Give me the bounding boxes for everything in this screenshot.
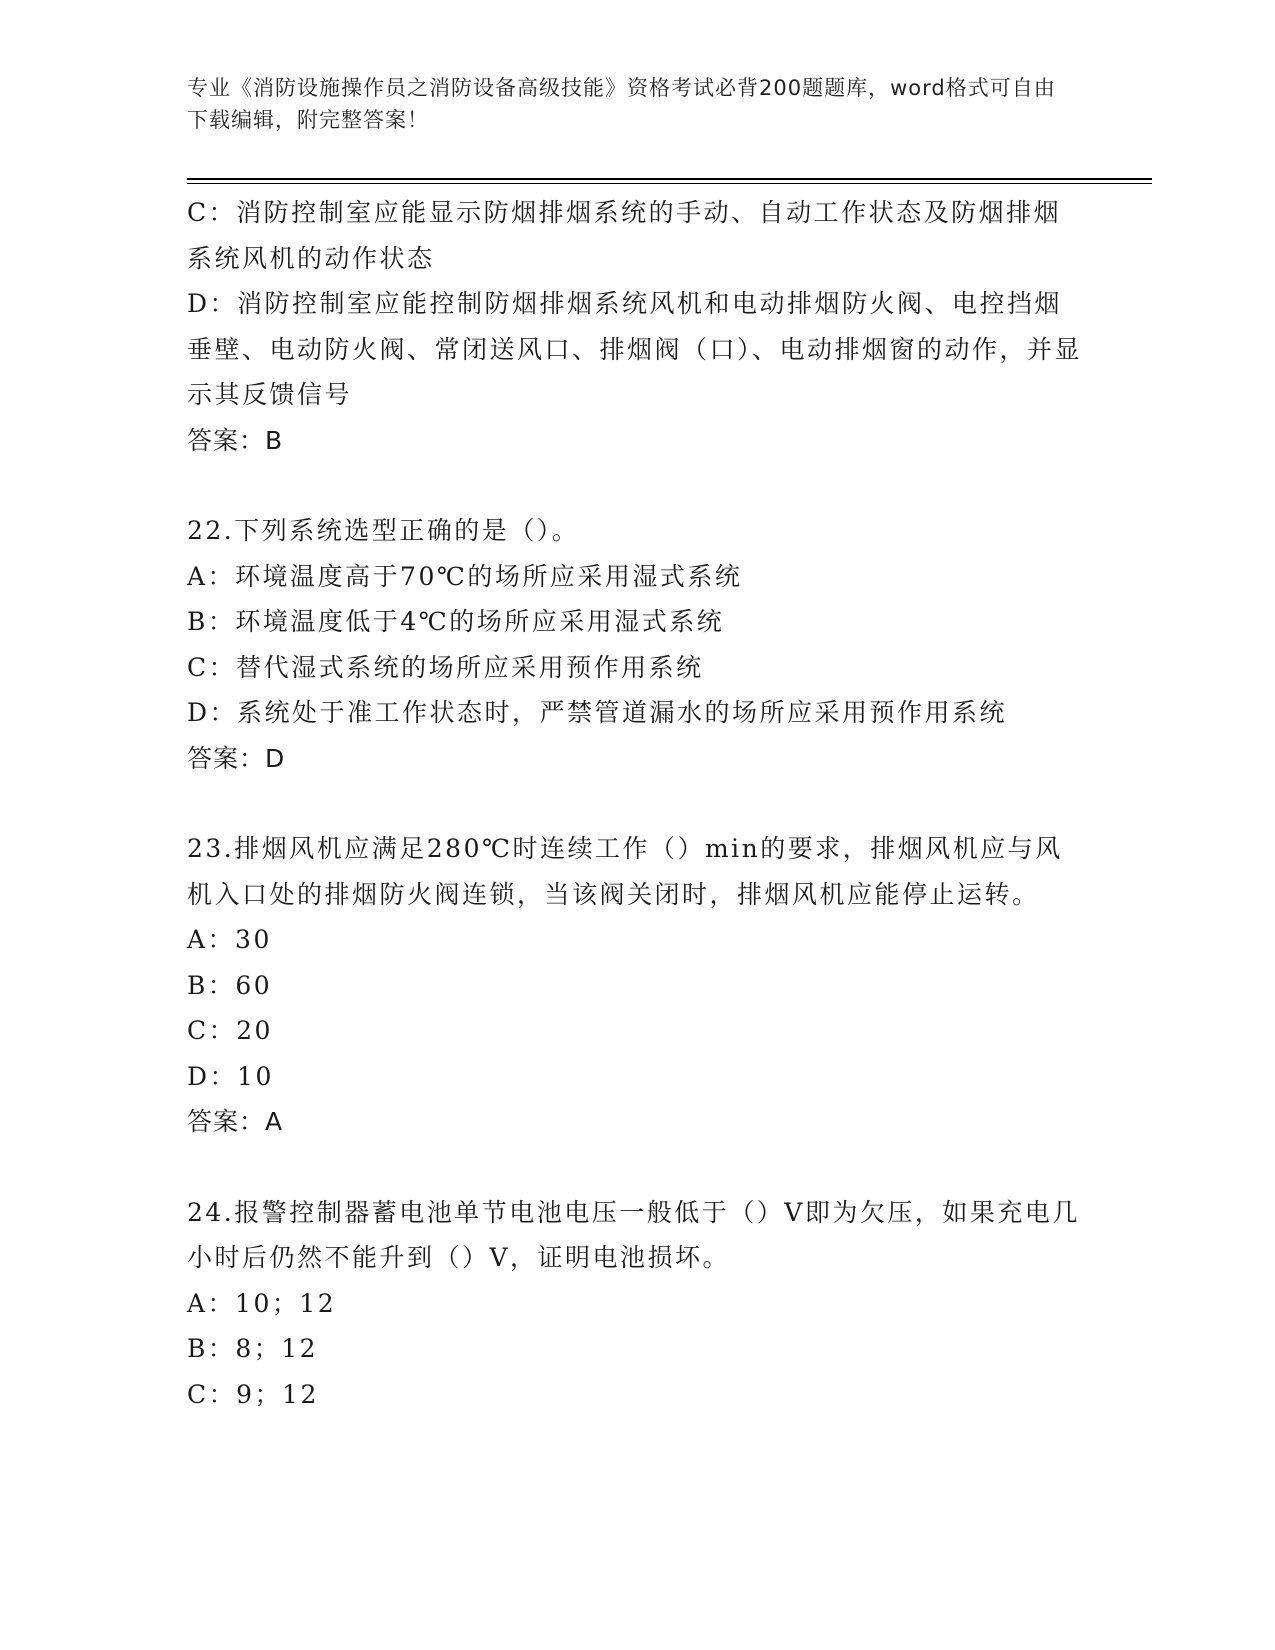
q24-question: 24.报警控制器蓄电池单节电池电压一般低于（）V即为欠压，如果充电几小时后仍然不能升到（）V，证明电池损坏。 — [187, 1197, 1080, 1272]
q22-answer: 答案：D — [187, 743, 286, 773]
spacer — [187, 1145, 1087, 1190]
q24-option-a: A：10；12 — [187, 1288, 337, 1318]
header-text: 专业《消防设施操作员之消防设备高级技能》资格考试必背200题题库，word格式可自由下载编辑，附完整答案！ — [187, 76, 1056, 132]
q23-option-b: B：60 — [187, 970, 273, 1000]
q24-option-b: B：8；12 — [187, 1334, 319, 1363]
header-rule-thin — [187, 183, 1152, 184]
q22-option-d: D：系统处于准工作状态时，严禁管道漏水的场所应采用预作用系统 — [187, 698, 1008, 727]
question-22 — [187, 508, 1087, 781]
q23-question: 23.排烟风机应满足280℃时连续工作（）min的要求，排烟风机应与风机入口处的排烟防火阀连锁，当该阀关闭时，排烟风机应能停止运转。 — [187, 834, 1063, 909]
q22-option-b: B：环境温度低于4℃的场所应采用湿式系统 — [187, 607, 725, 636]
q23-option-a: A：30 — [187, 925, 272, 954]
question-23 — [187, 826, 1087, 1145]
q22-option-c: C：替代湿式系统的场所应采用预作用系统 — [187, 652, 704, 682]
q21-answer: 答案：B — [187, 425, 284, 455]
q24-option-c: C：9；12 — [187, 1379, 319, 1409]
q21-option-c: C：消防控制室应能显示防烟排烟系统的手动、自动工作状态及防烟排烟系统风机的动作状态 — [187, 198, 1062, 273]
q22-option-a: A：环境温度高于70℃的场所应采用湿式系统 — [187, 561, 743, 591]
q23-option-c: C：20 — [187, 1016, 273, 1045]
question-24 — [187, 1190, 1087, 1418]
spacer — [187, 781, 1087, 826]
q23-option-d: D：10 — [187, 1061, 274, 1091]
q21-option-d: D：消防控制室应能控制防烟排烟系统风机和电动排烟防火阀、电控挡烟垂壁、电动防火阀、常闭送风口、排烟阀（口）、电动排烟窗的动作，并显示其反馈信号 — [187, 289, 1083, 409]
spacer — [187, 463, 1087, 508]
question-21 — [187, 190, 1087, 463]
q23-answer: 答案：A — [187, 1107, 284, 1136]
header-rule-thick — [187, 178, 1152, 180]
document-body — [187, 190, 1087, 1417]
document-header — [187, 72, 1067, 136]
q22-question: 22.下列系统选型正确的是（）。 — [187, 516, 580, 545]
